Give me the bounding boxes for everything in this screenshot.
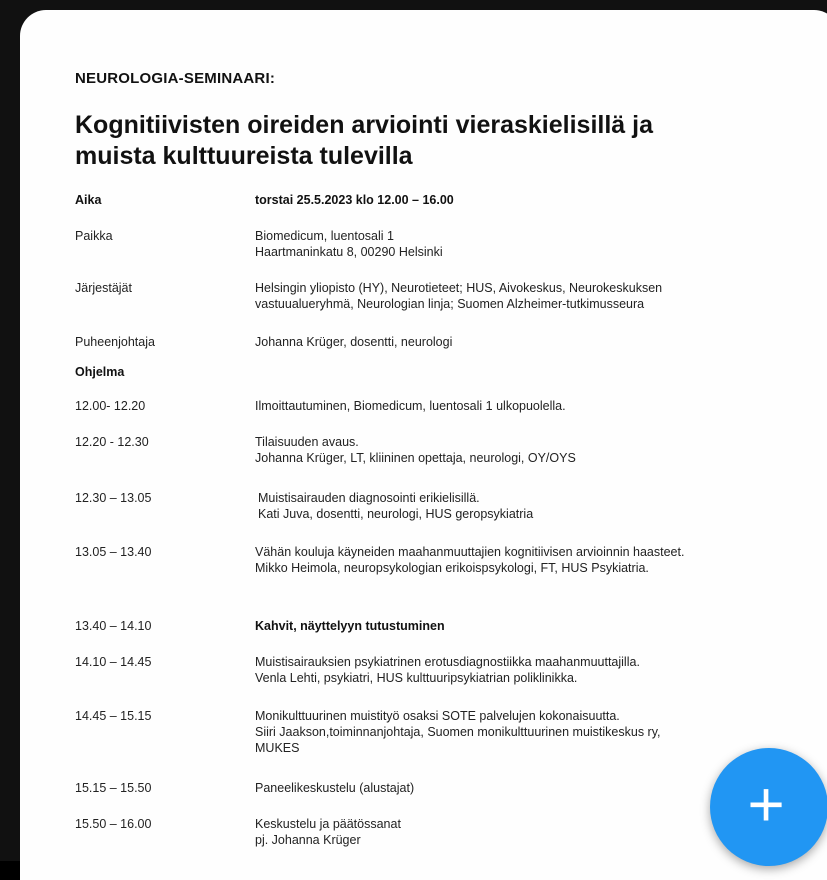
program-desc [255, 434, 827, 466]
program-heading: Ohjelma [75, 365, 125, 379]
detail-label: Järjestäjät [75, 281, 132, 295]
program-time: 12.00- 12.20 [75, 399, 146, 413]
program-line: MUKES [255, 741, 300, 755]
program-line: Vähän kouluja käyneiden maahanmuuttajien kognitiivisen arvioinnin haasteet. [255, 545, 685, 559]
program-time: 13.05 – 13.40 [75, 545, 152, 559]
program-time: 15.15 – 15.50 [75, 781, 152, 795]
detail-value [255, 280, 827, 312]
seminar-label: NEUROLOGIA-SEMINAARI: [75, 70, 276, 87]
program-desc [255, 708, 827, 756]
document-page [20, 10, 827, 880]
program-time: 15.50 – 16.00 [75, 817, 152, 831]
program-desc [255, 544, 827, 576]
add-button[interactable] [710, 748, 827, 866]
program-time: 12.20 - 12.30 [75, 435, 149, 449]
program-line: pj. Johanna Krüger [255, 833, 361, 847]
program-line: Monikulttuurinen muistityö osaksi SOTE palvelujen kokonaisuutta. [255, 709, 620, 723]
program-desc [255, 398, 827, 414]
page-title [75, 110, 795, 172]
plus-icon: + [747, 768, 785, 840]
program-line: Muistisairauksien psykiatrinen erotusdiagnostiikka maahanmuuttajilla. [255, 655, 640, 669]
detail-line: Biomedicum, luentosali 1 [255, 229, 394, 243]
program-line: Muistisairauden diagnosointi erikielisillä. [258, 491, 480, 505]
detail-line: vastuualueryhmä, Neurologian linja; Suomen Alzheimer-tutkimusseura [255, 297, 645, 311]
program-line: Ilmoittautuminen, Biomedicum, luentosali 1 ulkopuolella. [255, 399, 566, 413]
program-line: Paneelikeskustelu (alustajat) [255, 781, 415, 795]
program-desc [255, 654, 827, 686]
program-time: 14.10 – 14.45 [75, 655, 152, 669]
detail-line: Helsingin yliopisto (HY), Neurotieteet; HUS, Aivokeskus, Neurokeskuksen [255, 281, 663, 295]
title-line-2: muista kulttuureista tulevilla [75, 142, 413, 170]
detail-line: Haartmaninkatu 8, 00290 Helsinki [255, 245, 443, 259]
detail-value [255, 228, 827, 260]
detail-value [255, 192, 827, 208]
detail-label: Paikka [75, 229, 113, 243]
program-line: Kati Juva, dosentti, neurologi, HUS geropsykiatria [258, 507, 534, 521]
detail-label: Aika [75, 193, 102, 207]
detail-line: Johanna Krüger, dosentti, neurologi [255, 335, 453, 349]
program-desc [255, 618, 827, 634]
program-desc [258, 490, 827, 522]
program-line: Keskustelu ja päätössanat [255, 817, 401, 831]
program-line: Johanna Krüger, LT, kliininen opettaja, neurologi, OY/OYS [255, 451, 576, 465]
program-line: Tilaisuuden avaus. [255, 435, 359, 449]
detail-label: Puheenjohtaja [75, 335, 155, 349]
program-line: Kahvit, näyttelyyn tutustuminen [255, 619, 445, 633]
title-line-1: Kognitiivisten oireiden arviointi vieraskielisillä ja [75, 111, 653, 139]
program-time: 14.45 – 15.15 [75, 709, 152, 723]
program-time: 12.30 – 13.05 [75, 491, 152, 505]
program-line: Siiri Jaakson,toiminnanjohtaja, Suomen monikulttuurinen muistikeskus ry, [255, 725, 661, 739]
program-time: 13.40 – 14.10 [75, 619, 152, 633]
program-line: Mikko Heimola, neuropsykologian erikoispsykologi, FT, HUS Psykiatria. [255, 561, 649, 575]
detail-value [255, 334, 827, 350]
detail-line: torstai 25.5.2023 klo 12.00 – 16.00 [255, 193, 454, 207]
program-line: Venla Lehti, psykiatri, HUS kulttuuripsykiatrian poliklinikka. [255, 671, 578, 685]
